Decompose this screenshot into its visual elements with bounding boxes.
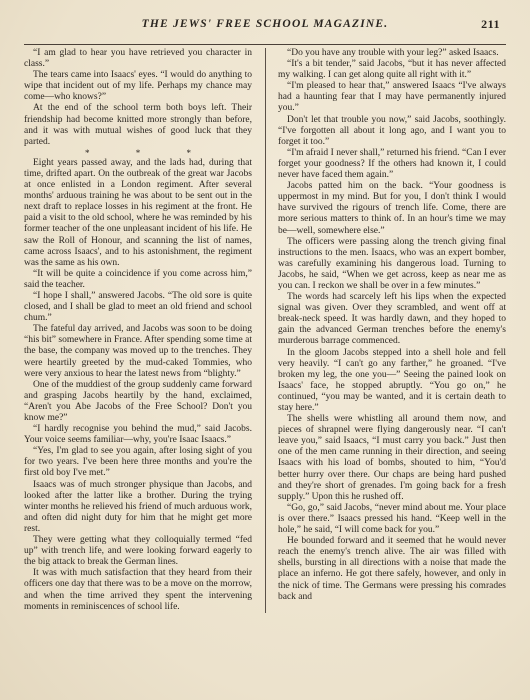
paragraph: Jacobs patted him on the back. “Your goodness is uppermost in my mind. But for you, I don't think I would have survived the rigours of trench life. Come, there are more serious matters to think of. In an hour's time we may be—well, somewhere else.” (278, 181, 506, 236)
paragraph: The words had scarcely left his lips when the expected signal was given. Over they scrambled, and went off at break-neck speed. It was hardly dawn, and they hoped to gain the advanced German trenches before the enemy's murderous barrage commenced. (278, 292, 506, 347)
paragraph: The fateful day arrived, and Jacobs was soon to be doing “his bit” somewhere in France. After spending some time at the base, the company was moved up to the trenches. They were heartily greeted by the mud-caked Tommies, who were very anxious to hear the latest news from “blighty.” (24, 324, 252, 379)
paragraph: The shells were whistling all around them now, and pieces of shrapnel were flying dangerously near. “I can't leave you,” said Isaacs, “I must carry you back.” Just then one of the men came running in their direction, and seeing Isaacs with his load of bombs, shouted to him, “You'd better hurry over there. Our chaps are being hard pushed and they're short of grenades. I'm going back for a fresh supply.” Upon this he rushed off. (278, 414, 506, 502)
paragraph: He bounded forward and it seemed that he would never reach the enemy's trench alive. The air was filled with shells, bursting in all directions with a noise that made the place an inferno. He got there safely, however, and only in the nick of time. The Germans were pressing his comrades back and (278, 536, 506, 602)
paragraph: Eight years passed away, and the lads had, during that time, drifted apart. On the outbreak of the great war Jacobs at once enlisted in a London regiment. After several months' arduous training he was about to be sent out in the next draft to replace losses in his regiment at the front. He paid a visit to the old school, where he was reminded by his former teacher of the one unpleasant incident of his life. He saw the Roll of Honour, and scanning the list of names, came across Isaacs', and to his astonishment, the regiment was the same as his own. (24, 157, 252, 268)
paragraph: “Do you have any trouble with your leg?” asked Isaacs. (287, 48, 499, 58)
paragraph: The officers were passing along the trench giving final instructions to the men. Isaacs, who was an expert bomber, was carefully examining his dangerous load. Turning to Jacobs, he said, “When we get across, keep as near me as you can. I reckon we shall be over in a few minutes.” (278, 236, 506, 291)
page-number: 211 (481, 17, 500, 31)
paragraph: “I am glad to hear you have retrieved you character in class.” (24, 48, 252, 70)
paragraph: “It's a bit tender,” said Jacobs, “but it has never affected my walking. I can get along quite all right with it.” (278, 59, 506, 81)
running-header (24, 16, 506, 38)
paragraph: “Go, go,” said Jacobs, “never mind about me. Your place is over there.” Isaacs pressed his hand. “Keep well in the hole,” he said, “I will come back for you.” (278, 502, 506, 536)
section-break: * * * (85, 147, 213, 158)
paragraph: The tears came into Isaacs' eyes. “I would do anything to wipe that incident out of my life. Perhaps my chance may come—who knows?” (24, 70, 252, 103)
header-rule (24, 44, 506, 45)
paragraph: “I hardly recognise you behind the mud,” said Jacobs. Your voice seems familiar—why, you're Isaac Isaacs.” (24, 424, 252, 446)
paragraph: “It will be quite a coincidence if you come across him,” said the teacher. (24, 268, 252, 290)
paragraph: “Yes, I'm glad to see you again, after losing sight of you for two years. I've been here three months and you're the first old boy I've met.” (24, 446, 252, 479)
left-column (24, 48, 252, 613)
paragraph: Isaacs was of much stronger physique than Jacobs, and looked after the latter like a brother. During the trying winter months he relieved his friend of much arduous work, and often did night duty for him that he might get more rest. (24, 479, 252, 534)
paragraph: Don't let that trouble you now,” said Jacobs, soothingly. “I've forgotten all about it long ago, and I want you to forget it too.” (278, 114, 506, 147)
paragraph: They were getting what they colloquially termed “fed up” with trench life, and were looking forward eagerly to the big attack to break the German lines. (24, 535, 252, 568)
paragraph: One of the muddiest of the group suddenly came forward and grasping Jacobs heartily by the hand, exclaimed, “Aren't you Abe Jacobs of the Free School? Don't you know me?” (24, 379, 252, 423)
paragraph: “I'm pleased to hear that,” answered Isaacs “I've always had a haunting fear that I may have permanently injured you.” (278, 81, 506, 114)
paragraph: “I'm afraid I never shall,” returned his friend. “Can I ever forget your goodness? If the others had known it, I could never have faced them again.” (278, 147, 506, 181)
paragraph: It was with much satisfaction that they heard from their officers one day that there was to be a move on the morrow, and when the time arrived they spent the intervening moments in reminiscences of school life. (24, 568, 252, 612)
paragraph: “I hope I shall,” answered Jacobs. “The old sore is quite closed, and I shall be glad to meet an old friend and school chum.” (24, 290, 252, 324)
magazine-title: THE JEWS' FREE SCHOOL MAGAZINE. (141, 18, 389, 30)
paragraph: At the end of the school term both boys left. Their friendship had become knitted more strongly than before, and it was with mutual wishes of good luck that they parted. (24, 103, 252, 147)
two-column-body (24, 48, 506, 613)
paragraph: In the gloom Jacobs stepped into a shell hole and fell very heavily. “I can't go any farther,” he groaned. “I've broken my leg, the one you—” Seeing the pained look on Isaacs' face, he stopped abruptly. “You go on,” he continued, “you may be wanted, and it is certain death to stay here.” (278, 347, 506, 413)
right-column (278, 48, 506, 613)
